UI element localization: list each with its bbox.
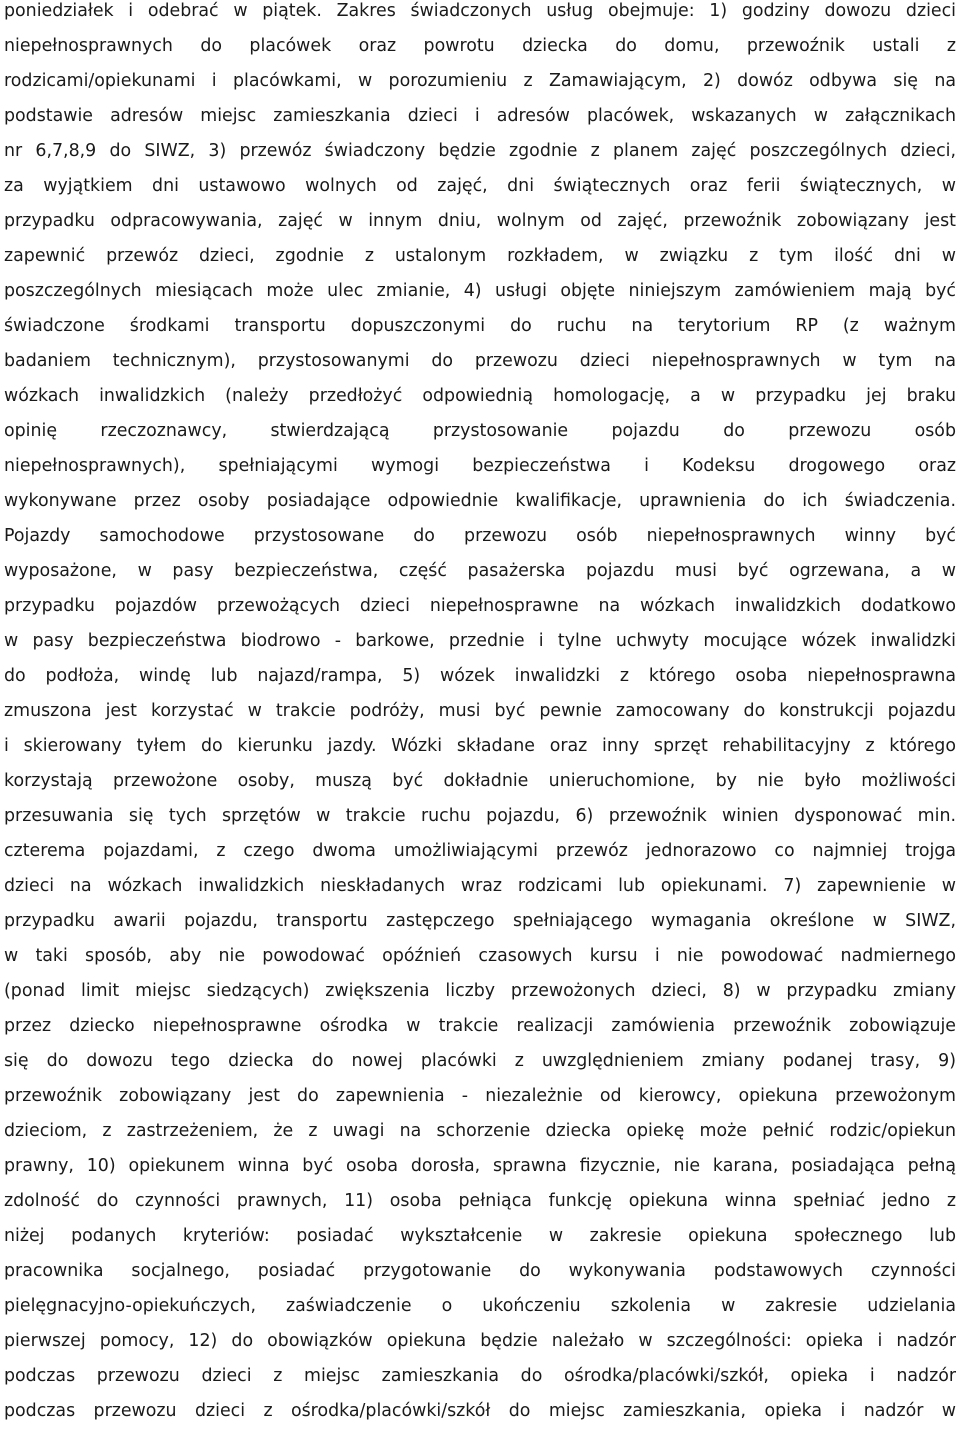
- text-line: świadczone środkami transportu dopuszczonymi do ruchu na terytorium RP (z ważnym: [4, 316, 956, 336]
- text-line: w pasy bezpieczeństwa biodrowo - barkowe, przednie i tylne uchwyty mocujące wózek inwalidzki: [4, 631, 956, 651]
- text-line: przypadku pojazdów przewożących dzieci niepełnosprawne na wózkach inwalidzkich dodatkowo: [4, 596, 956, 616]
- text-line: podczas przewozu dzieci z miejsc zamieszkania do ośrodka/placówki/szkół, opieka i nadzór: [4, 1366, 956, 1386]
- text-line: pracownika socjalnego, posiadać przygotowanie do wykonywania podstawowych czynności: [4, 1261, 956, 1281]
- text-line: przez dziecko niepełnosprawne ośrodka w trakcie realizacji zamówienia przewoźnik zobowiązuje: [4, 1016, 956, 1036]
- text-line: do podłoża, windę lub najazd/rampa, 5) wózek inwalidzki z którego osoba niepełnosprawna: [4, 666, 956, 686]
- text-line: wózkach inwalidzkich (należy przedłożyć odpowiednią homologację, a w przypadku jej braku: [4, 386, 956, 406]
- text-line: badaniem technicznym), przystosowanymi do przewozu dzieci niepełnosprawnych w tym na: [4, 351, 956, 371]
- text-line: pielęgnacyjno-opiekuńczych, zaświadczenie o ukończeniu szkolenia w zakresie udzielania: [4, 1296, 956, 1316]
- text-line: wykonywane przez osoby posiadające odpowiednie kwalifikacje, uprawnienia do ich świadczenia.: [4, 491, 956, 511]
- text-line: przewoźnik zobowiązany jest do zapewnienia - niezależnie od kierowcy, opiekuna przewożonym: [4, 1086, 956, 1106]
- text-line: dzieci na wózkach inwalidzkich nieskładanych wraz rodzicami lub opiekunami. 7) zapewnienie w: [4, 876, 956, 896]
- text-line: poniedziałek i odebrać w piątek. Zakres świadczonych usług obejmuje: 1) godziny dowozu dzieci: [4, 1, 956, 21]
- text-line: Pojazdy samochodowe przystosowane do przewozu osób niepełnosprawnych winny być: [4, 526, 956, 546]
- text-line: podstawie adresów miejsc zamieszkania dzieci i adresów placówek, wskazanych w załącznikach: [4, 106, 956, 126]
- text-line: dzieciom, z zastrzeżeniem, że z uwagi na schorzenie dziecka opiekę może pełnić rodzic/opiekun: [4, 1121, 956, 1141]
- text-line: niepełnosprawnych do placówek oraz powrotu dziecka do domu, przewoźnik ustali z: [4, 36, 956, 56]
- text-line: przypadku odpracowywania, zajęć w innym dniu, wolnym od zajęć, przewoźnik zobowiązany jest: [4, 211, 956, 231]
- text-line: przypadku awarii pojazdu, transportu zastępczego spełniającego wymagania określone w SIWZ,: [4, 911, 956, 931]
- text-line: rodzicami/opiekunami i placówkami, w porozumieniu z Zamawiającym, 2) dowóz odbywa się na: [4, 71, 956, 91]
- text-line: podczas przewozu dzieci z ośrodka/placówki/szkół do miejsc zamieszkania, opieka i nadzór w: [4, 1401, 956, 1421]
- text-line: nr 6,7,8,9 do SIWZ, 3) przewóz świadczony będzie zgodnie z planem zajęć poszczególnych dzieci,: [4, 141, 956, 161]
- text-line: przesuwania się tych sprzętów w trakcie ruchu pojazdu, 6) przewoźnik winien dysponować min.: [4, 806, 956, 826]
- text-line: czterema pojazdami, z czego dwoma umożliwiającymi przewóz jednorazowo co najmniej trojga: [4, 841, 956, 861]
- text-line: korzystają przewożone osoby, muszą być dokładnie unieruchomione, by nie było możliwości: [4, 771, 956, 791]
- text-line: zdolność do czynności prawnych, 11) osoba pełniąca funkcję opiekuna winna spełniać jedno z: [4, 1191, 956, 1211]
- text-line: pierwszej pomocy, 12) do obowiązków opiekuna będzie należało w szczególności: opieka i nadzór: [4, 1331, 956, 1351]
- text-line: się do dowozu tego dziecka do nowej placówki z uwzględnieniem zmiany podanej trasy, 9): [4, 1051, 956, 1071]
- text-line: niepełnosprawnych), spełniającymi wymogi bezpieczeństwa i Kodeksu drogowego oraz: [4, 456, 956, 476]
- text-line: opinię rzeczoznawcy, stwierdzającą przystosowanie pojazdu do przewozu osób: [4, 421, 956, 441]
- text-line: (ponad limit miejsc siedzących) zwiększenia liczby przewożonych dzieci, 8) w przypadku zmiany: [4, 981, 956, 1001]
- text-line: w taki sposób, aby nie powodować opóźnień czasowych kursu i nie powodować nadmiernego: [4, 946, 956, 966]
- text-line: za wyjątkiem dni ustawowo wolnych od zajęć, dni świątecznych oraz ferii świątecznych, w: [4, 176, 956, 196]
- text-line: zmuszona jest korzystać w trakcie podróży, musi być pewnie zamocowany do konstrukcji pojazdu: [4, 701, 956, 721]
- text-line: prawny, 10) opiekunem winna być osoba dorosła, sprawna fizycznie, nie karana, posiadająca pełną: [4, 1156, 956, 1176]
- text-line: zapewnić przewóz dzieci, zgodnie z ustalonym rozkładem, w związku z tym ilość dni w: [4, 246, 956, 266]
- text-line: poszczególnych miesiącach może ulec zmianie, 4) usługi objęte niniejszym zamówieniem mają być: [4, 281, 956, 301]
- text-line: niżej podanych kryteriów: posiadać wykształcenie w zakresie opiekuna społecznego lub: [4, 1226, 956, 1246]
- text-line: wyposażone, w pasy bezpieczeństwa, część pasażerska pojazdu musi być ogrzewana, a w: [4, 561, 956, 581]
- text-line: i skierowany tyłem do kierunku jazdy. Wózki składane oraz inny sprzęt rehabilitacyjny z którego: [4, 736, 956, 756]
